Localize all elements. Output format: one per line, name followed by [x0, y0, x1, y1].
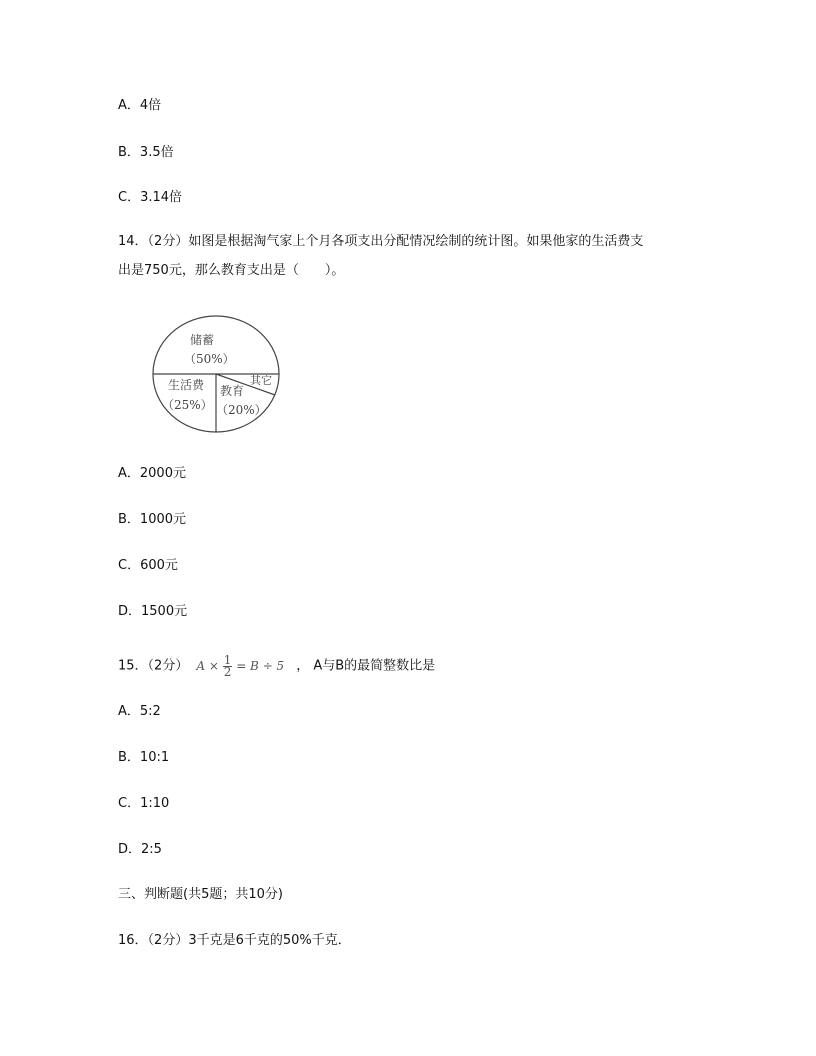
- slice-label-living: 生活费: [168, 378, 205, 392]
- slice-pct-savings: （50%）: [184, 352, 235, 366]
- option-a[interactable]: A．5:2: [118, 704, 161, 719]
- question-15-suffix: ， A与B的最简整数比是: [296, 658, 436, 674]
- question-16-stem: 16．（2分）3千克是6千克的50%千克．: [118, 933, 351, 948]
- formula-rest: = B ÷ 5: [236, 659, 285, 673]
- option-a[interactable]: A．2000元: [118, 466, 186, 481]
- fraction-denominator: 2: [223, 665, 232, 679]
- fraction-numerator: 1: [223, 653, 232, 667]
- slice-pct-education: （20%）: [216, 403, 267, 417]
- expense-pie-chart: [150, 313, 284, 437]
- option-c[interactable]: C．1:10: [118, 796, 170, 811]
- question-15-prefix: 15．（2分）: [118, 658, 189, 674]
- option-c[interactable]: C．3.14倍: [118, 190, 183, 205]
- option-a[interactable]: A．4倍: [118, 98, 162, 113]
- slice-label-other: 其它: [250, 374, 272, 387]
- option-b[interactable]: B．3.5倍: [118, 145, 174, 160]
- formula-var-a: A: [196, 659, 205, 673]
- option-b[interactable]: B．1000元: [118, 512, 187, 527]
- option-d[interactable]: D．1500元: [118, 604, 188, 619]
- formula-fraction: [223, 655, 233, 678]
- question-14-stem-line1: 14．（2分）如图是根据淘气家上个月各项支出分配情况绘制的统计图。如果他家的生活费支: [118, 234, 644, 249]
- option-d[interactable]: D．2:5: [118, 842, 162, 857]
- question-14-stem-line2: 出是750元，那么教育支出是（ ）。: [118, 263, 345, 278]
- formula-times: ×: [208, 659, 219, 673]
- question-15-formula: [196, 652, 284, 680]
- slice-pct-living: （25%）: [162, 398, 213, 412]
- option-c[interactable]: C．600元: [118, 558, 178, 573]
- section-title: 三、判断题(共5题；共10分): [118, 887, 283, 902]
- option-b[interactable]: B．10:1: [118, 750, 170, 765]
- slice-label-education: 教育: [220, 384, 245, 398]
- slice-label-savings: 储蓄: [190, 333, 215, 347]
- question-15-stem: [118, 652, 435, 681]
